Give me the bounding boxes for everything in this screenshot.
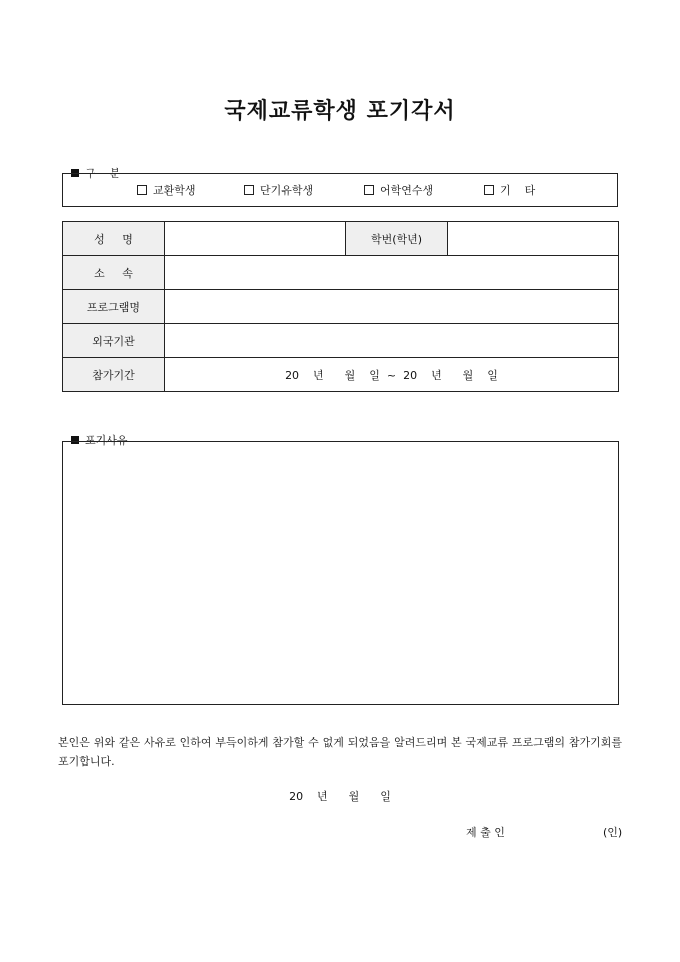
affiliation-field[interactable]	[165, 256, 619, 290]
program-field[interactable]	[165, 290, 619, 324]
student-id-label: 학번(학년)	[346, 222, 448, 256]
option-other[interactable]: 기 타	[484, 182, 535, 198]
table-row	[63, 324, 619, 358]
table-row	[63, 256, 619, 290]
program-label: 프로그램명	[63, 290, 165, 324]
period-label: 참가기간	[63, 358, 165, 392]
reason-label: 포기사유	[85, 434, 128, 447]
checkbox-icon[interactable]	[244, 185, 254, 195]
option-language-student[interactable]: 어학연수생	[364, 182, 433, 198]
checkbox-icon[interactable]	[137, 185, 147, 195]
foreign-institution-field[interactable]	[165, 324, 619, 358]
page-title: 국제교류학생 포기각서	[224, 99, 456, 124]
date-line[interactable]: 20 년 월 일	[289, 790, 391, 803]
checkbox-icon[interactable]	[364, 185, 374, 195]
option-short-term-student[interactable]: 단기유학생	[244, 182, 313, 198]
reason-input-box[interactable]	[62, 441, 619, 705]
option-exchange-student[interactable]: 교환학생	[137, 182, 196, 198]
info-table	[62, 221, 619, 392]
table-row	[63, 358, 619, 392]
foreign-institution-label: 외국기관	[63, 324, 165, 358]
student-id-field[interactable]	[448, 222, 619, 256]
period-field[interactable]: 20 년 월 일 ~ 20 년 월 일	[165, 358, 619, 392]
name-label: 성 명	[63, 222, 165, 256]
table-row	[63, 290, 619, 324]
table-row	[63, 222, 619, 256]
name-field[interactable]	[165, 222, 346, 256]
category-box	[62, 173, 618, 207]
statement-text: 본인은 위와 같은 사유로 인하여 부득이하게 참가할 수 없게 되었음을 알려드리며 본 국제교류 프로그램의 참가기회를 포기합니다.	[58, 736, 622, 768]
submitter-label: 제 출 인	[466, 826, 505, 839]
affiliation-label: 소 속	[63, 256, 165, 290]
seal-label: (인)	[603, 826, 623, 839]
category-label: 구 분	[85, 167, 121, 180]
checkbox-icon[interactable]	[484, 185, 494, 195]
